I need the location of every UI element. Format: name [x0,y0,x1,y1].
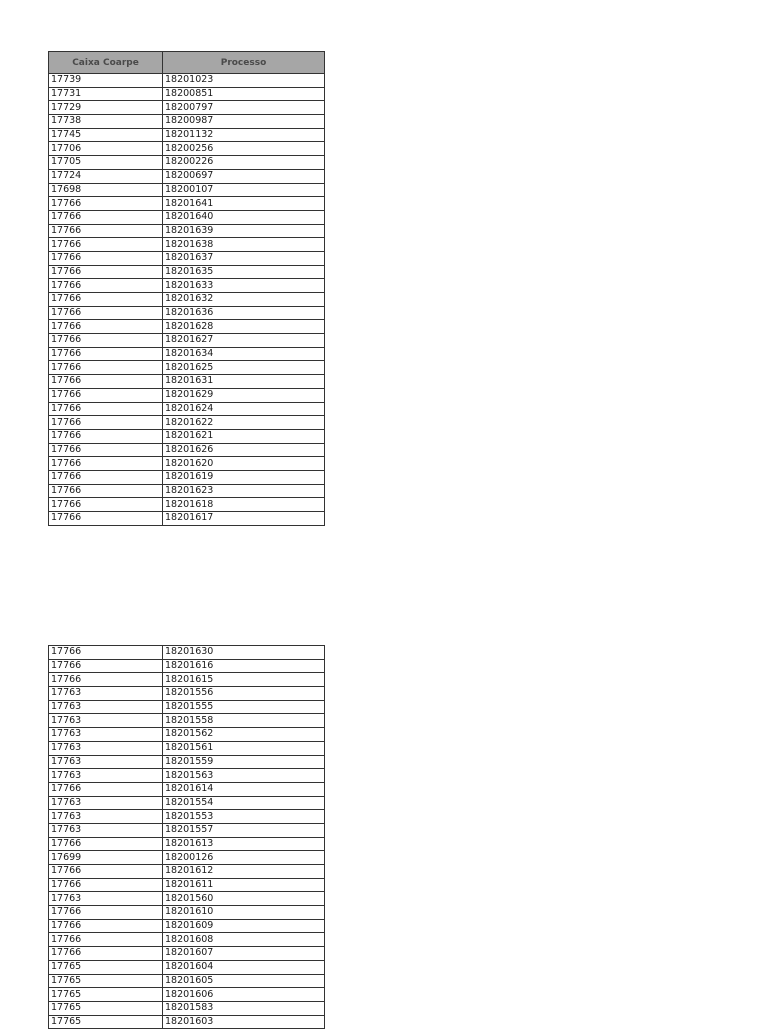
cell-processo: 18201553 [163,810,325,824]
table-row [49,769,325,783]
cell-processo: 18201557 [163,823,325,837]
cell-processo: 18201611 [163,878,325,892]
cell-processo: 18201613 [163,837,325,851]
cell-processo: 18201632 [163,293,325,307]
cell-caixa-coarpe: 17766 [49,933,163,947]
table-row [49,906,325,920]
cell-processo: 18201561 [163,741,325,755]
table-row [49,210,325,224]
table-row [49,741,325,755]
cell-processo: 18201605 [163,974,325,988]
cell-processo: 18200697 [163,169,325,183]
table-row [49,443,325,457]
cell-processo: 18201641 [163,197,325,211]
cell-caixa-coarpe: 17766 [49,197,163,211]
cell-caixa-coarpe: 17731 [49,87,163,101]
cell-caixa-coarpe: 17766 [49,361,163,375]
cell-caixa-coarpe: 17766 [49,320,163,334]
cell-caixa-coarpe: 17766 [49,498,163,512]
cell-processo: 18201558 [163,714,325,728]
cell-processo: 18201609 [163,919,325,933]
cell-caixa-coarpe: 17766 [49,512,163,526]
table-row [49,823,325,837]
cell-caixa-coarpe: 17763 [49,687,163,701]
table-row [49,851,325,865]
cell-processo: 18200851 [163,87,325,101]
table-row [49,988,325,1002]
table-row [49,87,325,101]
cell-caixa-coarpe: 17766 [49,238,163,252]
table-row [49,320,325,334]
cell-caixa-coarpe: 17765 [49,1001,163,1015]
cell-caixa-coarpe: 17763 [49,823,163,837]
table-row [49,837,325,851]
table-row [49,919,325,933]
cell-processo: 18201562 [163,728,325,742]
cell-processo: 18201636 [163,306,325,320]
cell-processo: 18201620 [163,457,325,471]
cell-processo: 18201604 [163,960,325,974]
table-row [49,429,325,443]
cell-processo: 18200107 [163,183,325,197]
table-row [49,810,325,824]
table-row [49,251,325,265]
table-row [49,156,325,170]
cell-caixa-coarpe: 17766 [49,865,163,879]
table-row [49,416,325,430]
table-row [49,512,325,526]
cell-caixa-coarpe: 17739 [49,74,163,88]
table-row [49,388,325,402]
cell-processo: 18201624 [163,402,325,416]
table-row [49,238,325,252]
table-row [49,947,325,961]
cell-caixa-coarpe: 17763 [49,741,163,755]
cell-processo: 18201640 [163,210,325,224]
table-row [49,293,325,307]
cell-caixa-coarpe: 17766 [49,443,163,457]
process-table-bottom [48,645,325,1029]
table-row [49,659,325,673]
table-row [49,646,325,660]
table-row [49,865,325,879]
table-row [49,361,325,375]
cell-processo: 18201627 [163,334,325,348]
cell-processo: 18201621 [163,429,325,443]
table-row [49,334,325,348]
cell-processo: 18201023 [163,74,325,88]
cell-caixa-coarpe: 17699 [49,851,163,865]
cell-processo: 18201563 [163,769,325,783]
cell-caixa-coarpe: 17763 [49,728,163,742]
cell-caixa-coarpe: 17766 [49,402,163,416]
table-row [49,74,325,88]
cell-processo: 18201560 [163,892,325,906]
cell-caixa-coarpe: 17765 [49,960,163,974]
table-row [49,673,325,687]
cell-processo: 18201603 [163,1015,325,1029]
table-row [49,484,325,498]
cell-caixa-coarpe: 17766 [49,416,163,430]
table-row [49,224,325,238]
cell-caixa-coarpe: 17763 [49,892,163,906]
cell-processo: 18201556 [163,687,325,701]
cell-caixa-coarpe: 17738 [49,115,163,129]
cell-caixa-coarpe: 17766 [49,878,163,892]
table-row [49,375,325,389]
cell-caixa-coarpe: 17766 [49,347,163,361]
cell-processo: 18201607 [163,947,325,961]
table-row [49,960,325,974]
cell-processo: 18201635 [163,265,325,279]
table-row [49,714,325,728]
table-row [49,1015,325,1029]
cell-caixa-coarpe: 17766 [49,334,163,348]
cell-processo: 18201630 [163,646,325,660]
cell-caixa-coarpe: 17763 [49,796,163,810]
table-row [49,470,325,484]
cell-processo: 18201132 [163,128,325,142]
cell-processo: 18201616 [163,659,325,673]
table-row [49,197,325,211]
cell-caixa-coarpe: 17765 [49,1015,163,1029]
cell-caixa-coarpe: 17766 [49,906,163,920]
cell-caixa-coarpe: 17766 [49,279,163,293]
cell-processo: 18201633 [163,279,325,293]
cell-caixa-coarpe: 17766 [49,210,163,224]
cell-caixa-coarpe: 17763 [49,700,163,714]
table-row [49,700,325,714]
cell-caixa-coarpe: 17766 [49,837,163,851]
table-row [49,169,325,183]
cell-caixa-coarpe: 17763 [49,755,163,769]
table-row [49,115,325,129]
cell-caixa-coarpe: 17766 [49,388,163,402]
cell-processo: 18201610 [163,906,325,920]
table-row [49,265,325,279]
table-body-bottom [49,646,325,1029]
cell-caixa-coarpe: 17766 [49,265,163,279]
table-row [49,402,325,416]
cell-processo: 18201617 [163,512,325,526]
table-row [49,782,325,796]
table-row [49,974,325,988]
cell-processo: 18201612 [163,865,325,879]
cell-caixa-coarpe: 17766 [49,457,163,471]
table-row [49,933,325,947]
cell-processo: 18200797 [163,101,325,115]
cell-caixa-coarpe: 17766 [49,306,163,320]
cell-processo: 18201622 [163,416,325,430]
header-processo: Processo [163,52,325,74]
cell-processo: 18201625 [163,361,325,375]
table-row [49,101,325,115]
cell-caixa-coarpe: 17766 [49,251,163,265]
table-row [49,128,325,142]
cell-processo: 18201639 [163,224,325,238]
cell-processo: 18201608 [163,933,325,947]
cell-caixa-coarpe: 17698 [49,183,163,197]
cell-caixa-coarpe: 17763 [49,810,163,824]
cell-caixa-coarpe: 17766 [49,224,163,238]
cell-caixa-coarpe: 17766 [49,782,163,796]
cell-caixa-coarpe: 17745 [49,128,163,142]
table-row [49,142,325,156]
cell-processo: 18201614 [163,782,325,796]
header-caixa-coarpe: Caixa Coarpe [49,52,163,74]
cell-processo: 18201583 [163,1001,325,1015]
cell-caixa-coarpe: 17724 [49,169,163,183]
cell-processo: 18201629 [163,388,325,402]
table-row [49,755,325,769]
cell-processo: 18200256 [163,142,325,156]
cell-caixa-coarpe: 17766 [49,673,163,687]
cell-caixa-coarpe: 17763 [49,714,163,728]
cell-processo: 18200226 [163,156,325,170]
cell-caixa-coarpe: 17766 [49,646,163,660]
table-row [49,183,325,197]
cell-processo: 18201559 [163,755,325,769]
cell-processo: 18201618 [163,498,325,512]
table-row [49,1001,325,1015]
cell-caixa-coarpe: 17766 [49,484,163,498]
cell-processo: 18201619 [163,470,325,484]
table-row [49,878,325,892]
cell-processo: 18201637 [163,251,325,265]
cell-caixa-coarpe: 17706 [49,142,163,156]
cell-caixa-coarpe: 17766 [49,919,163,933]
cell-caixa-coarpe: 17766 [49,947,163,961]
table-row [49,892,325,906]
cell-caixa-coarpe: 17705 [49,156,163,170]
cell-caixa-coarpe: 17729 [49,101,163,115]
cell-processo: 18201555 [163,700,325,714]
cell-processo: 18201554 [163,796,325,810]
table-row [49,457,325,471]
cell-caixa-coarpe: 17765 [49,974,163,988]
process-table-top [48,51,325,526]
cell-processo: 18201606 [163,988,325,1002]
cell-caixa-coarpe: 17763 [49,769,163,783]
cell-processo: 18201626 [163,443,325,457]
cell-processo: 18201631 [163,375,325,389]
table-row [49,687,325,701]
cell-processo: 18201628 [163,320,325,334]
cell-caixa-coarpe: 17765 [49,988,163,1002]
cell-caixa-coarpe: 17766 [49,293,163,307]
cell-caixa-coarpe: 17766 [49,659,163,673]
cell-caixa-coarpe: 17766 [49,375,163,389]
cell-processo: 18200126 [163,851,325,865]
table-row [49,498,325,512]
cell-caixa-coarpe: 17766 [49,470,163,484]
table-row [49,728,325,742]
table-row [49,306,325,320]
cell-processo: 18201615 [163,673,325,687]
table-row [49,796,325,810]
cell-processo: 18200987 [163,115,325,129]
table-body-top [49,74,325,526]
cell-caixa-coarpe: 17766 [49,429,163,443]
header-row [49,52,325,74]
table-row [49,279,325,293]
cell-processo: 18201638 [163,238,325,252]
table-row [49,347,325,361]
cell-processo: 18201623 [163,484,325,498]
cell-processo: 18201634 [163,347,325,361]
